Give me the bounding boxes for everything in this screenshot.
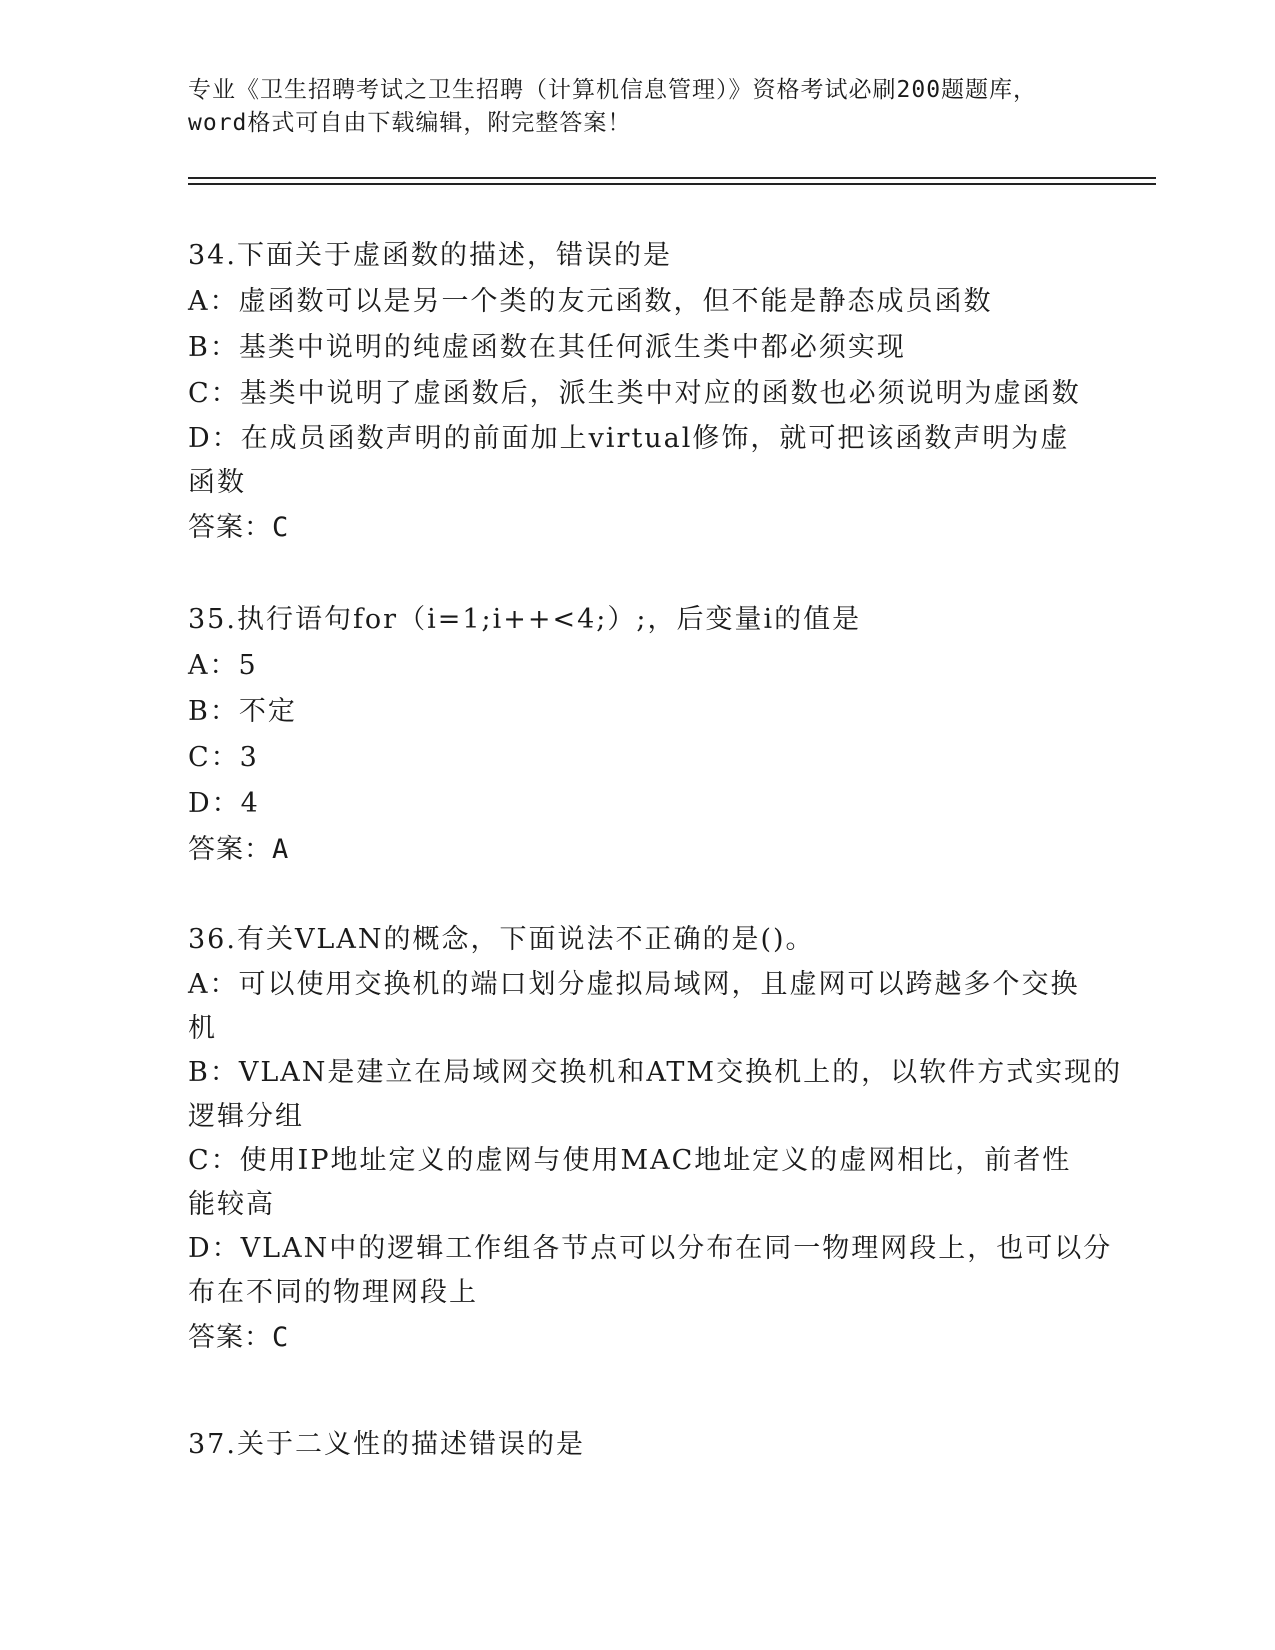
document-header	[188, 74, 1088, 140]
question-stem: 37.关于二义性的描述错误的是	[188, 1429, 585, 1460]
option-d-continued: 函数	[188, 467, 246, 498]
option-b: B：不定	[188, 696, 297, 727]
option-b: B：VLAN是建立在局域网交换机和ATM交换机上的，以软件方式实现的	[188, 1057, 1123, 1088]
answer-label: 答案：A	[188, 834, 290, 865]
option-d: D：在成员函数声明的前面加上virtual修饰，就可把该函数声明为虚	[188, 423, 1070, 454]
option-b-continued: 逻辑分组	[188, 1101, 304, 1132]
header-title-line-2: word格式可自由下载编辑，附完整答案！	[188, 110, 632, 136]
option-c: C：基类中说明了虚函数后，派生类中对应的函数也必须说明为虚函数	[188, 378, 1081, 409]
header-divider-top	[188, 177, 1156, 179]
option-b: B：基类中说明的纯虚函数在其任何派生类中都必须实现	[188, 332, 906, 363]
option-a: A：5	[188, 650, 258, 681]
header-title-line-1: 专业《卫生招聘考试之卫生招聘（计算机信息管理）》资格考试必刷200题题库，	[188, 77, 1038, 103]
option-a: A：可以使用交换机的端口划分虚拟局域网，且虚网可以跨越多个交换	[188, 969, 1080, 1000]
option-a: A：虚函数可以是另一个类的友元函数，但不能是静态成员函数	[188, 286, 993, 317]
question-36	[188, 917, 1123, 1361]
option-d: D：4	[188, 788, 260, 819]
option-d-continued: 布在不同的物理网段上	[188, 1277, 478, 1308]
header-divider-bottom	[188, 183, 1156, 185]
option-d: D：VLAN中的逻辑工作组各节点可以分布在同一物理网段上，也可以分	[188, 1233, 1113, 1264]
question-stem: 36.有关VLAN的概念，下面说法不正确的是()。	[188, 924, 815, 955]
question-37	[188, 1422, 1088, 1468]
option-a-continued: 机	[188, 1013, 217, 1044]
answer-label: 答案：C	[188, 1322, 290, 1353]
question-stem: 35.执行语句for（i=1;i++<4;）;，后变量i的值是	[188, 604, 862, 635]
option-c-continued: 能较高	[188, 1189, 275, 1220]
question-34	[188, 233, 1088, 551]
answer-label: 答案：C	[188, 512, 290, 543]
question-35	[188, 597, 1088, 873]
option-c: C：使用IP地址定义的虚网与使用MAC地址定义的虚网相比，前者性	[188, 1145, 1072, 1176]
question-stem: 34.下面关于虚函数的描述，错误的是	[188, 240, 672, 271]
option-c: C：3	[188, 742, 259, 773]
